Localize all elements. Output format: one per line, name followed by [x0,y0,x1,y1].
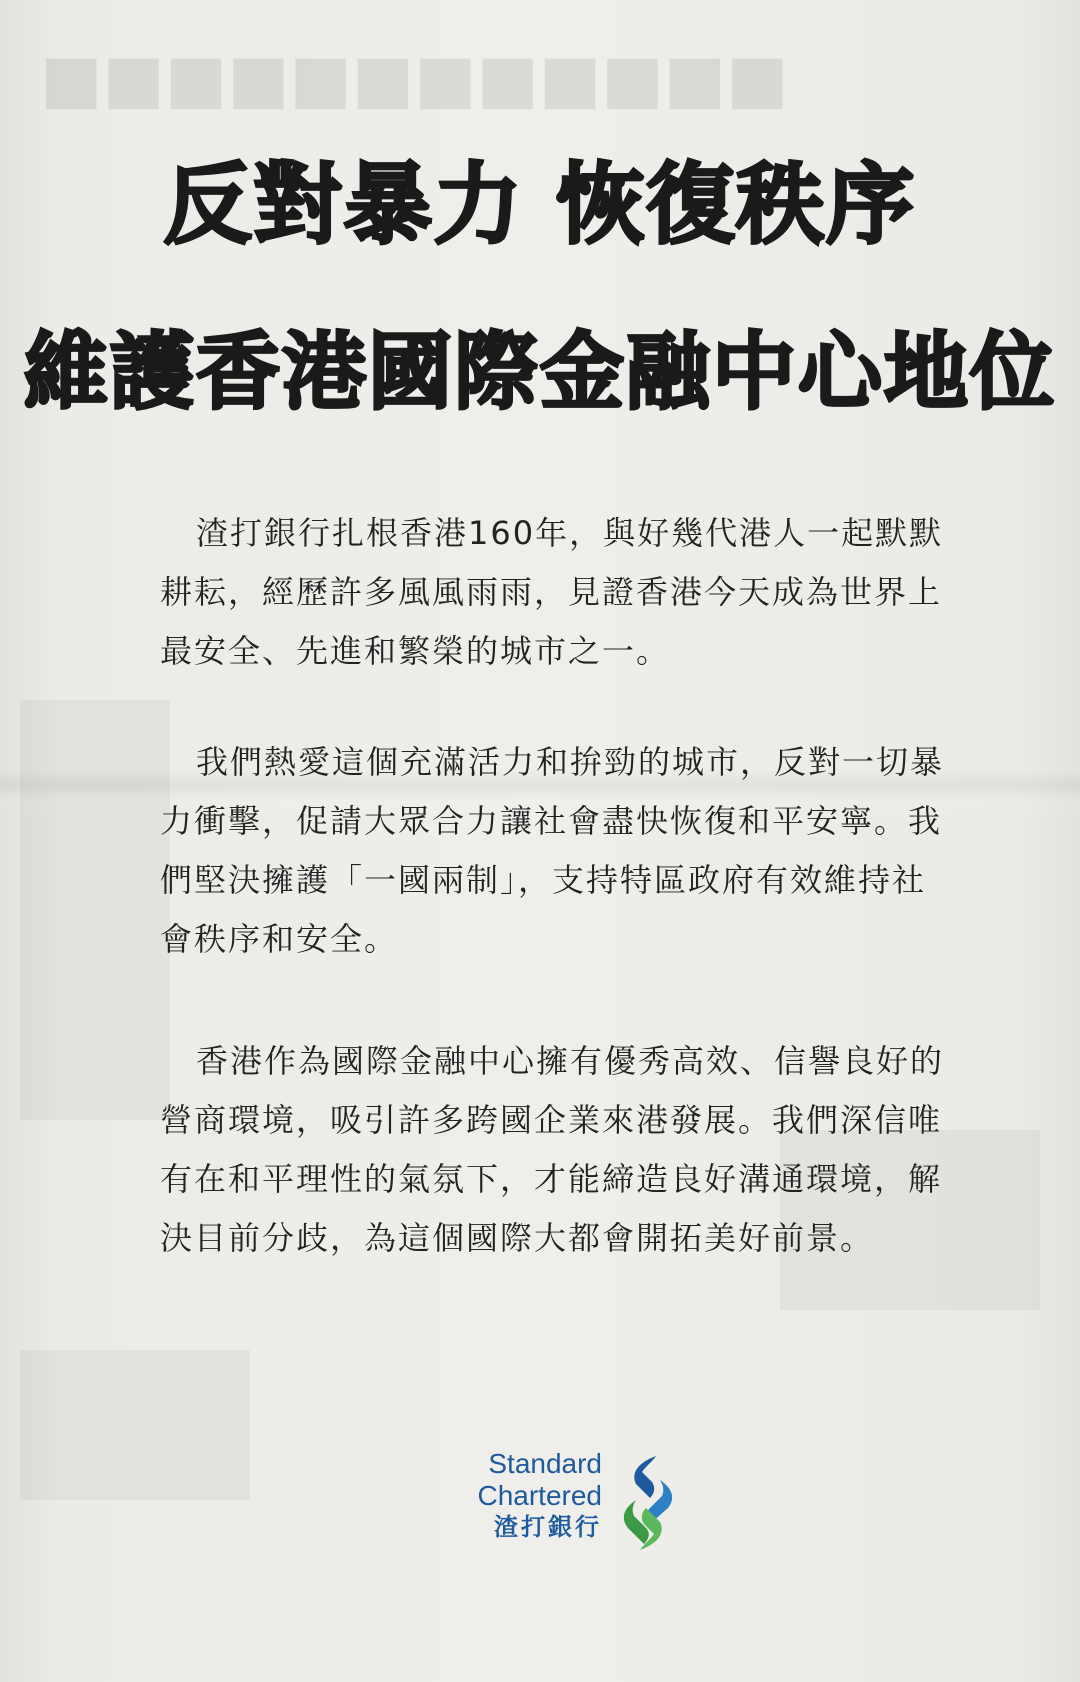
standard-chartered-logo [440,1448,680,1558]
headline-line-1: 反對暴力 恢復秩序 [163,153,917,256]
logo-text-chinese: 渣打銀行 [494,1514,602,1541]
reverse-side-photo-shadow [20,700,170,1120]
logo-wordmark [477,1448,602,1544]
paragraph-3: 香港作為國際金融中心擁有優秀高效、信譽良好的營商環境，吸引許多跨國企業來港發展。我們深信唯有在和平理性的氣氛下，才能締造良好溝通環境，解決目前分歧，為這個國際大都會開拓美好前景。 [160,1042,945,1257]
headline-line-2: 維護香港國際金融中心地位 [23,323,1056,421]
paragraph-2: 我們熱愛這個充滿活力和拚勁的城市，反對一切暴力衝擊，促請大眾合力讓社會盡快恢復和平安寧。我們堅決擁護「一國兩制」，支持特區政府有效維持社會秩序和安全。 [160,743,945,958]
reverse-side-photo-shadow [20,1350,250,1500]
logo-text-standard: Standard [488,1448,602,1479]
standard-chartered-logo-icon [616,1454,680,1552]
logo-text-chartered: Chartered [477,1480,602,1511]
paragraph-1: 渣打銀行扎根香港160年，與好幾代港人一起默默耕耘，經歷許多風風雨雨，見證香港今天成為世界上最安全、先進和繁榮的城市之一。 [160,514,944,670]
reverse-side-show-through: ■■■■■■■■■■■■ [40,40,789,117]
